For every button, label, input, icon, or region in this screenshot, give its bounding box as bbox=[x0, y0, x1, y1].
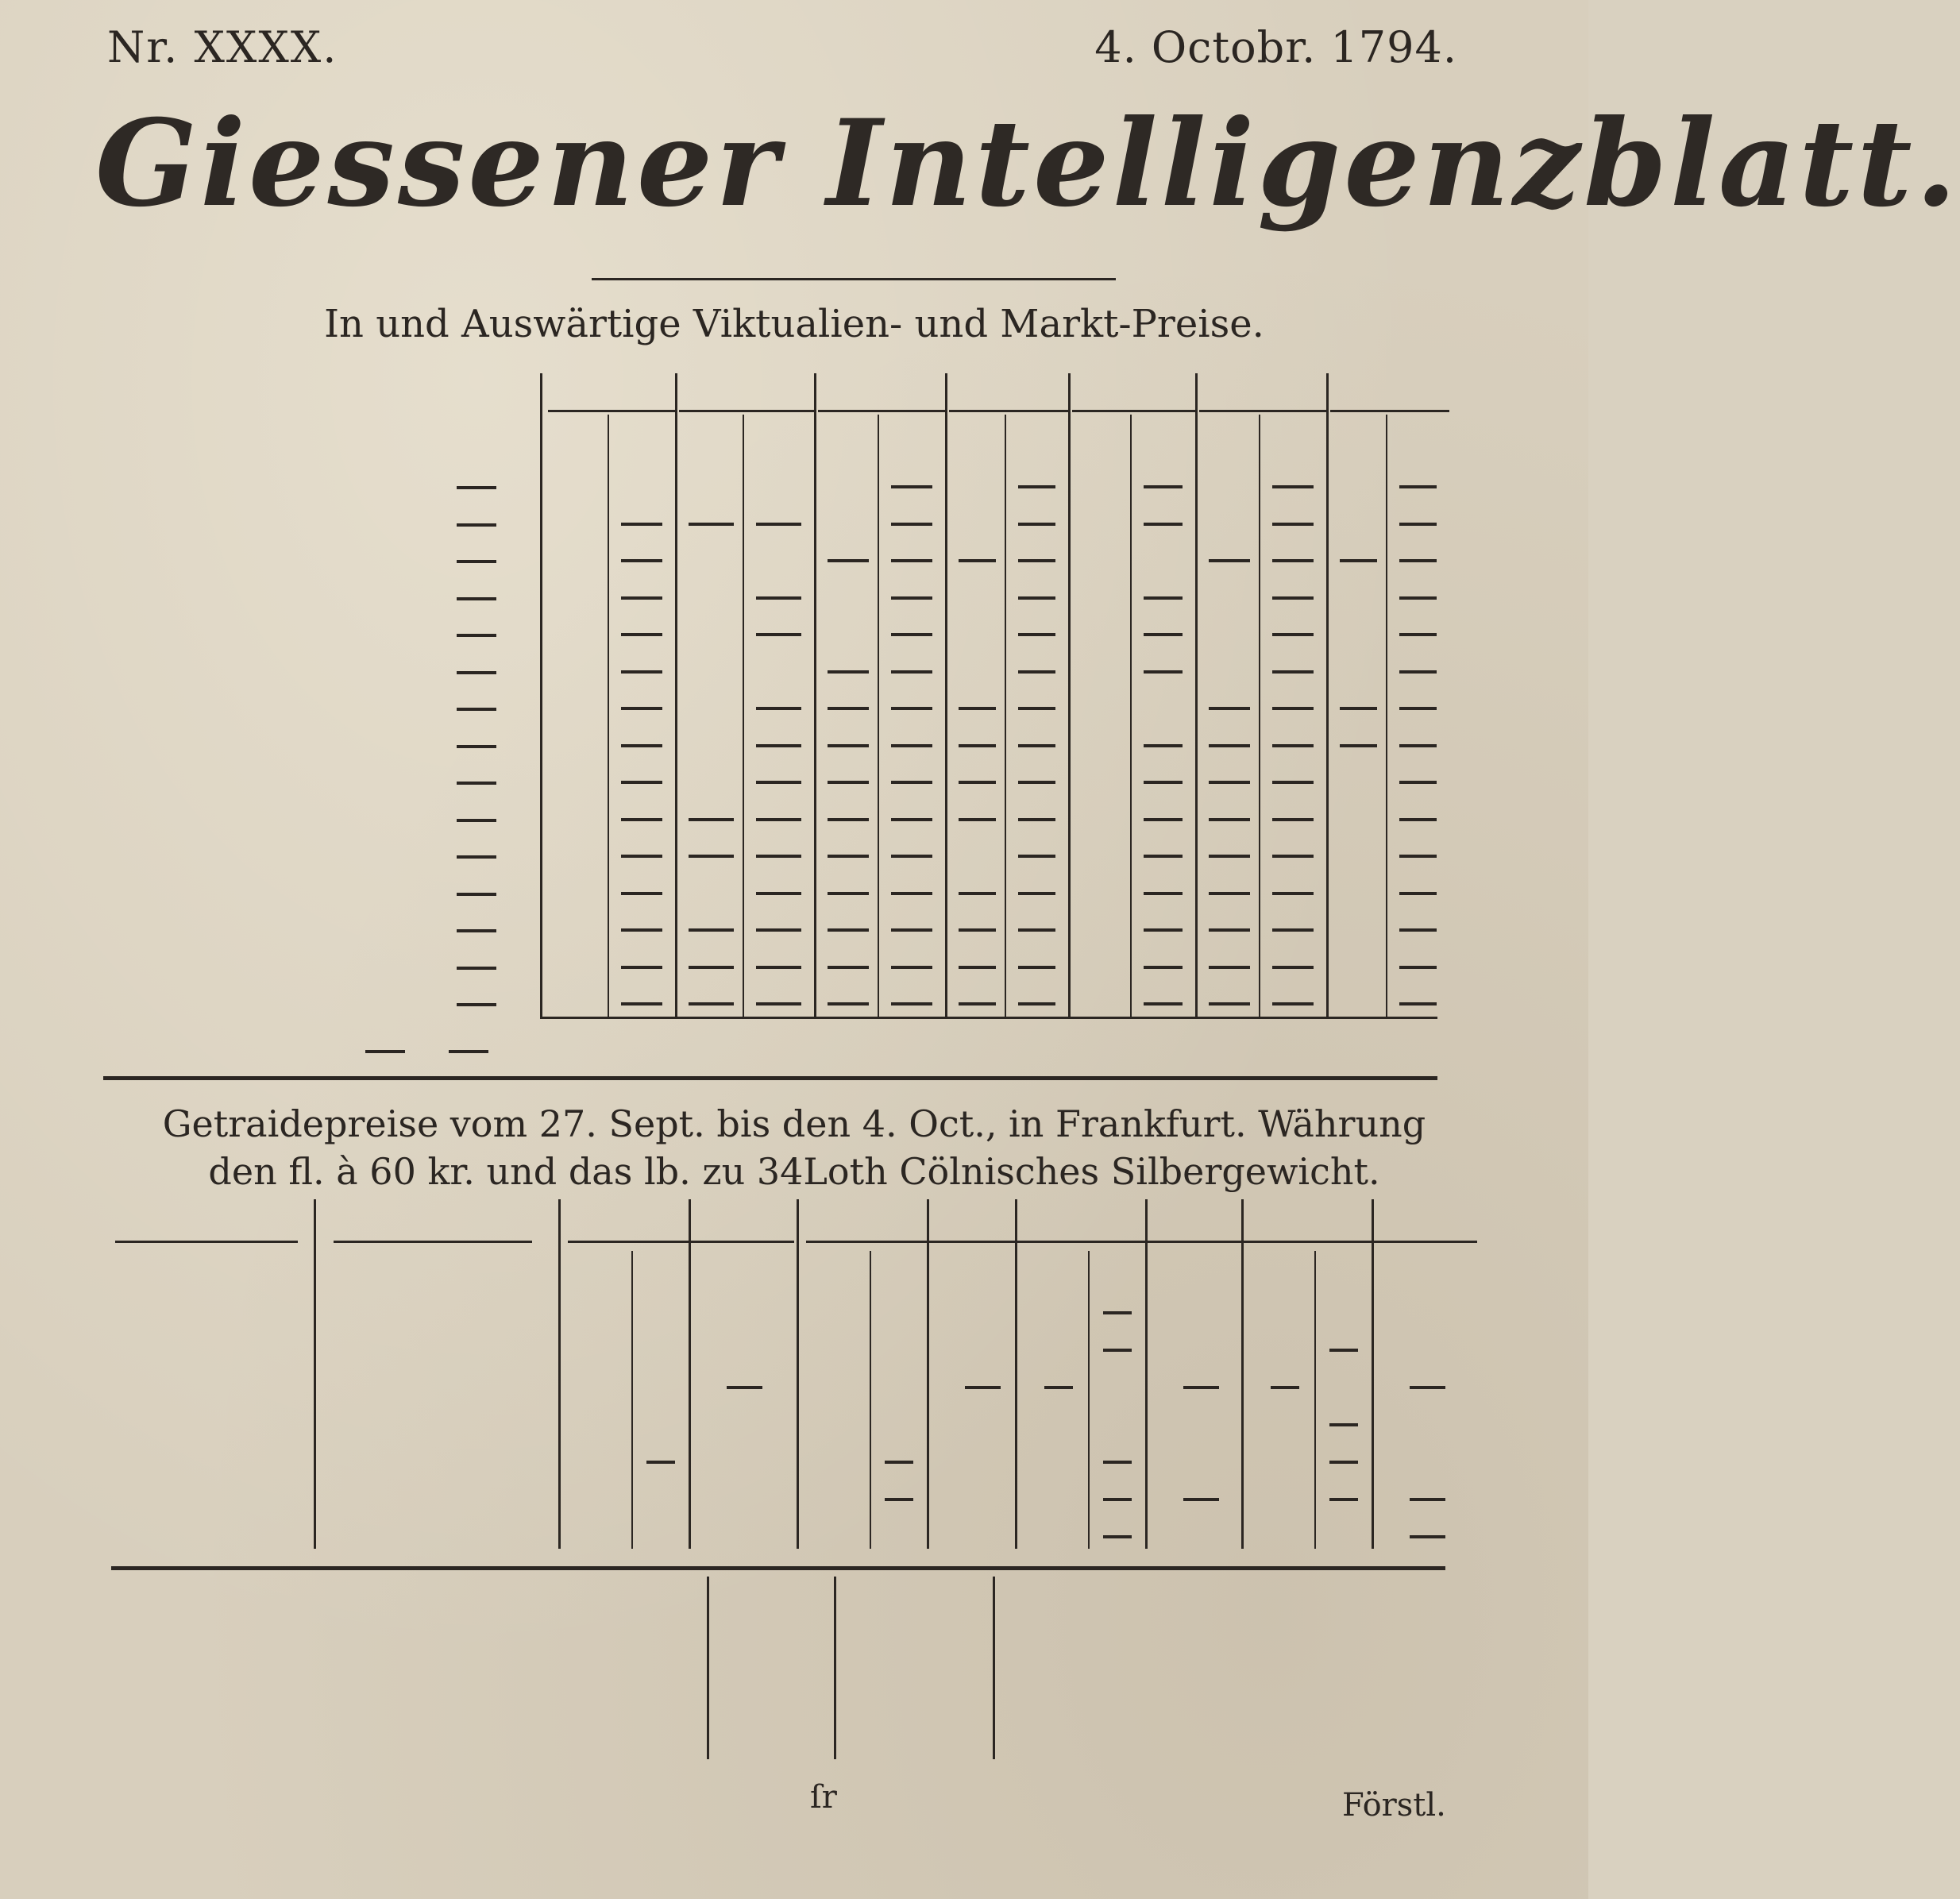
cell-dash bbox=[1018, 523, 1055, 526]
cell-dash bbox=[1018, 928, 1055, 932]
section-rule-2 bbox=[111, 1566, 1445, 1570]
eggs-dash bbox=[449, 1050, 488, 1053]
grain-header-rule bbox=[1251, 1241, 1477, 1243]
cell-dash bbox=[1272, 818, 1314, 821]
cell-dash bbox=[1399, 485, 1437, 488]
cities-rule bbox=[115, 1241, 298, 1243]
fl-kr-divider bbox=[1314, 1251, 1316, 1549]
cell-dash bbox=[689, 966, 734, 969]
fl-kr-divider bbox=[1088, 1251, 1090, 1549]
row-leader-dash bbox=[457, 560, 496, 563]
cell-dash bbox=[756, 818, 801, 821]
cell-dash bbox=[891, 670, 932, 674]
cell-dash bbox=[1272, 855, 1314, 858]
cell-dash bbox=[891, 928, 932, 932]
row-leader-dash bbox=[457, 929, 496, 932]
cell-dash bbox=[689, 928, 734, 932]
cell-dash bbox=[621, 781, 662, 784]
cell-dash bbox=[1340, 559, 1377, 562]
subcol-divider bbox=[1386, 415, 1387, 1018]
town-divider bbox=[1195, 373, 1198, 1017]
cell-dash bbox=[891, 781, 932, 784]
bread-divider bbox=[993, 1577, 995, 1759]
cell-dash bbox=[1183, 1386, 1219, 1389]
cell-dash bbox=[828, 892, 869, 895]
cell-dash bbox=[891, 892, 932, 895]
cell-dash bbox=[959, 559, 996, 562]
cell-dash bbox=[1144, 523, 1183, 526]
cell-dash bbox=[1209, 559, 1250, 562]
town-divider bbox=[814, 373, 816, 1017]
cell-dash bbox=[1103, 1311, 1132, 1314]
issue-number: Nr. XXXX. bbox=[107, 22, 338, 72]
cell-dash bbox=[828, 855, 869, 858]
cell-dash bbox=[1018, 596, 1055, 600]
cell-dash bbox=[959, 966, 996, 969]
town-header-3 bbox=[949, 373, 1068, 412]
measure-rule bbox=[334, 1241, 532, 1243]
cell-dash bbox=[1018, 781, 1055, 784]
cell-dash bbox=[1144, 744, 1183, 747]
cell-dash bbox=[1018, 1002, 1055, 1005]
cell-dash bbox=[621, 596, 662, 600]
cell-dash bbox=[959, 744, 996, 747]
grain-divider bbox=[1241, 1199, 1244, 1549]
cell-dash bbox=[689, 855, 734, 858]
grain-divider bbox=[797, 1199, 799, 1549]
subcol-divider bbox=[1259, 415, 1260, 1018]
grain-header-rule bbox=[1024, 1241, 1251, 1243]
cell-dash bbox=[1399, 781, 1437, 784]
cell-dash bbox=[756, 1002, 801, 1005]
cell-dash bbox=[1144, 818, 1183, 821]
subcol-divider bbox=[608, 415, 609, 1018]
cell-dash bbox=[891, 855, 932, 858]
cell-dash bbox=[756, 892, 801, 895]
cell-dash bbox=[1410, 1386, 1445, 1389]
cell-dash bbox=[1329, 1423, 1358, 1426]
cell-dash bbox=[1272, 781, 1314, 784]
cell-dash bbox=[1399, 707, 1437, 710]
cell-dash bbox=[1144, 1002, 1183, 1005]
cell-dash bbox=[1271, 1386, 1299, 1389]
cell-dash bbox=[1399, 670, 1437, 674]
cell-dash bbox=[1144, 485, 1183, 488]
grain-title-line2: den fl. à 60 kr. und das lb. zu 34Loth Cölnisches Silbergewicht. bbox=[208, 1150, 1380, 1193]
cell-dash bbox=[621, 559, 662, 562]
footer-catchword: Förstl. bbox=[1342, 1787, 1446, 1824]
cell-dash bbox=[621, 707, 662, 710]
row-leader-dash bbox=[457, 855, 496, 859]
cell-dash bbox=[959, 707, 996, 710]
cell-dash bbox=[1399, 1002, 1437, 1005]
cell-dash bbox=[756, 707, 801, 710]
town-header-6 bbox=[1330, 373, 1449, 412]
cell-dash bbox=[1018, 707, 1055, 710]
subcol-divider bbox=[743, 415, 744, 1018]
eggs-dash bbox=[365, 1050, 405, 1053]
cell-dash bbox=[621, 633, 662, 636]
cell-dash bbox=[1272, 744, 1314, 747]
town-header-4 bbox=[1072, 373, 1195, 412]
grain-divider bbox=[1015, 1199, 1017, 1549]
cell-dash bbox=[1399, 855, 1437, 858]
town-header-5 bbox=[1199, 373, 1326, 412]
town-header-0 bbox=[548, 373, 675, 412]
masthead-title: Giessener Intelligenzblatt. bbox=[95, 94, 1960, 234]
cell-dash bbox=[1329, 1498, 1358, 1501]
cell-dash bbox=[756, 855, 801, 858]
cell-dash bbox=[1399, 744, 1437, 747]
town-divider bbox=[945, 373, 947, 1017]
cell-dash bbox=[1018, 855, 1055, 858]
cell-dash bbox=[891, 818, 932, 821]
cell-dash bbox=[885, 1498, 913, 1501]
cell-dash bbox=[756, 744, 801, 747]
cell-dash bbox=[1018, 485, 1055, 488]
cell-dash bbox=[1340, 744, 1377, 747]
cell-dash bbox=[1272, 559, 1314, 562]
cell-dash bbox=[756, 633, 801, 636]
cell-dash bbox=[1399, 633, 1437, 636]
cell-dash bbox=[1272, 892, 1314, 895]
cell-dash bbox=[1144, 928, 1183, 932]
row-leader-dash bbox=[457, 486, 496, 489]
cell-dash bbox=[1272, 707, 1314, 710]
cell-dash bbox=[621, 966, 662, 969]
row-leader-dash bbox=[457, 967, 496, 970]
cell-dash bbox=[1209, 781, 1250, 784]
cell-dash bbox=[756, 781, 801, 784]
cell-dash bbox=[828, 744, 869, 747]
cell-dash bbox=[891, 966, 932, 969]
cell-dash bbox=[1272, 596, 1314, 600]
cell-dash bbox=[621, 523, 662, 526]
cell-dash bbox=[621, 670, 662, 674]
town-divider bbox=[540, 373, 542, 1017]
cell-dash bbox=[1144, 633, 1183, 636]
row-leader-dash bbox=[457, 819, 496, 822]
cell-dash bbox=[1272, 928, 1314, 932]
cell-dash bbox=[1272, 966, 1314, 969]
town-header-2 bbox=[818, 373, 945, 412]
cell-dash bbox=[828, 966, 869, 969]
cell-dash bbox=[1018, 633, 1055, 636]
town-header-1 bbox=[679, 373, 814, 412]
cell-dash bbox=[1209, 744, 1250, 747]
cell-dash bbox=[959, 781, 996, 784]
cell-dash bbox=[621, 855, 662, 858]
cell-dash bbox=[828, 1002, 869, 1005]
cell-dash bbox=[1272, 523, 1314, 526]
cell-dash bbox=[891, 485, 932, 488]
grain-divider bbox=[558, 1199, 561, 1549]
eggs-rule bbox=[540, 1017, 1437, 1019]
cell-dash bbox=[1209, 928, 1250, 932]
fl-kr-divider bbox=[631, 1251, 633, 1549]
cell-dash bbox=[891, 1002, 932, 1005]
issue-date: 4. Octobr. 1794. bbox=[1094, 22, 1457, 72]
cell-dash bbox=[689, 1002, 734, 1005]
cell-dash bbox=[1144, 966, 1183, 969]
cell-dash bbox=[1018, 818, 1055, 821]
grain-header-rule bbox=[806, 1241, 1032, 1243]
cell-dash bbox=[1340, 707, 1377, 710]
cell-dash bbox=[1018, 670, 1055, 674]
cell-dash bbox=[891, 523, 932, 526]
cell-dash bbox=[828, 559, 869, 562]
cell-dash bbox=[1144, 670, 1183, 674]
cell-dash bbox=[891, 744, 932, 747]
row-leader-dash bbox=[457, 597, 496, 600]
cell-dash bbox=[1410, 1535, 1445, 1538]
cell-dash bbox=[621, 928, 662, 932]
cell-dash bbox=[828, 928, 869, 932]
cell-dash bbox=[1329, 1349, 1358, 1352]
cell-dash bbox=[965, 1386, 1001, 1389]
cell-dash bbox=[1103, 1498, 1132, 1501]
row-leader-dash bbox=[457, 523, 496, 527]
cell-dash bbox=[891, 596, 932, 600]
bread-divider bbox=[707, 1577, 709, 1759]
weighs-divider bbox=[1372, 1199, 1374, 1549]
fl-kr-divider bbox=[870, 1251, 871, 1549]
cell-dash bbox=[1399, 928, 1437, 932]
cell-dash bbox=[621, 892, 662, 895]
cell-dash bbox=[1209, 818, 1250, 821]
row-leader-dash bbox=[457, 634, 496, 637]
footer-signature: ſr bbox=[810, 1779, 837, 1816]
cell-dash bbox=[891, 559, 932, 562]
weighs-divider bbox=[927, 1199, 929, 1549]
cell-dash bbox=[828, 781, 869, 784]
row-leader-dash bbox=[457, 745, 496, 748]
cell-dash bbox=[828, 707, 869, 710]
cell-dash bbox=[1103, 1349, 1132, 1352]
bread-divider bbox=[834, 1577, 836, 1759]
cell-dash bbox=[1103, 1535, 1132, 1538]
row-leader-dash bbox=[457, 708, 496, 711]
cell-dash bbox=[1209, 707, 1250, 710]
cell-dash bbox=[1018, 559, 1055, 562]
weighs-divider bbox=[689, 1199, 691, 1549]
cell-dash bbox=[959, 818, 996, 821]
grain-title-line1: Getraidepreise vom 27. Sept. bis den 4. Oct., in Frankfurt. Währung bbox=[162, 1102, 1426, 1145]
cell-dash bbox=[891, 707, 932, 710]
cell-dash bbox=[1399, 818, 1437, 821]
cell-dash bbox=[828, 670, 869, 674]
cell-dash bbox=[1410, 1498, 1445, 1501]
cell-dash bbox=[1183, 1498, 1219, 1501]
cell-dash bbox=[1399, 523, 1437, 526]
cell-dash bbox=[1144, 892, 1183, 895]
cell-dash bbox=[1399, 892, 1437, 895]
weighs-divider bbox=[1145, 1199, 1148, 1549]
cell-dash bbox=[756, 928, 801, 932]
cell-dash bbox=[1018, 966, 1055, 969]
cell-dash bbox=[1103, 1461, 1132, 1464]
town-divider bbox=[675, 373, 677, 1017]
cell-dash bbox=[756, 523, 801, 526]
cell-dash bbox=[689, 523, 734, 526]
cell-dash bbox=[1044, 1386, 1073, 1389]
cell-dash bbox=[1272, 633, 1314, 636]
cell-dash bbox=[1329, 1461, 1358, 1464]
cell-dash bbox=[1209, 892, 1250, 895]
town-divider bbox=[1068, 373, 1071, 1017]
cell-dash bbox=[1209, 1002, 1250, 1005]
grain-header-rule bbox=[568, 1241, 794, 1243]
cell-dash bbox=[756, 596, 801, 600]
subcol-divider bbox=[1005, 415, 1006, 1018]
cell-dash bbox=[1018, 892, 1055, 895]
cell-dash bbox=[1018, 744, 1055, 747]
town-divider bbox=[1326, 373, 1329, 1017]
cell-dash bbox=[959, 928, 996, 932]
cell-dash bbox=[646, 1461, 675, 1464]
section-rule-1 bbox=[103, 1076, 1437, 1080]
cell-dash bbox=[621, 818, 662, 821]
cell-dash bbox=[959, 1002, 996, 1005]
cell-dash bbox=[959, 892, 996, 895]
victuals-title: In und Auswärtige Viktualien- und Markt-Preise. bbox=[324, 302, 1264, 346]
city-divider bbox=[314, 1199, 316, 1549]
cell-dash bbox=[1399, 966, 1437, 969]
cell-dash bbox=[756, 966, 801, 969]
row-leader-dash bbox=[457, 1003, 496, 1006]
cell-dash bbox=[1144, 855, 1183, 858]
cell-dash bbox=[621, 744, 662, 747]
cell-dash bbox=[1272, 485, 1314, 488]
cell-dash bbox=[1399, 559, 1437, 562]
cell-dash bbox=[621, 1002, 662, 1005]
cell-dash bbox=[1144, 596, 1183, 600]
cell-dash bbox=[1272, 670, 1314, 674]
row-leader-dash bbox=[457, 893, 496, 896]
subcol-divider bbox=[878, 415, 879, 1018]
cell-dash bbox=[891, 633, 932, 636]
cell-dash bbox=[885, 1461, 913, 1464]
subcol-divider bbox=[1130, 415, 1132, 1018]
cell-dash bbox=[1209, 855, 1250, 858]
cell-dash bbox=[1209, 966, 1250, 969]
cell-dash bbox=[1399, 596, 1437, 600]
cell-dash bbox=[1144, 781, 1183, 784]
row-leader-dash bbox=[457, 782, 496, 785]
cell-dash bbox=[828, 818, 869, 821]
cell-dash bbox=[1272, 1002, 1314, 1005]
cell-dash bbox=[689, 818, 734, 821]
cell-dash bbox=[727, 1386, 762, 1389]
row-leader-dash bbox=[457, 671, 496, 674]
title-rule bbox=[592, 278, 1116, 280]
